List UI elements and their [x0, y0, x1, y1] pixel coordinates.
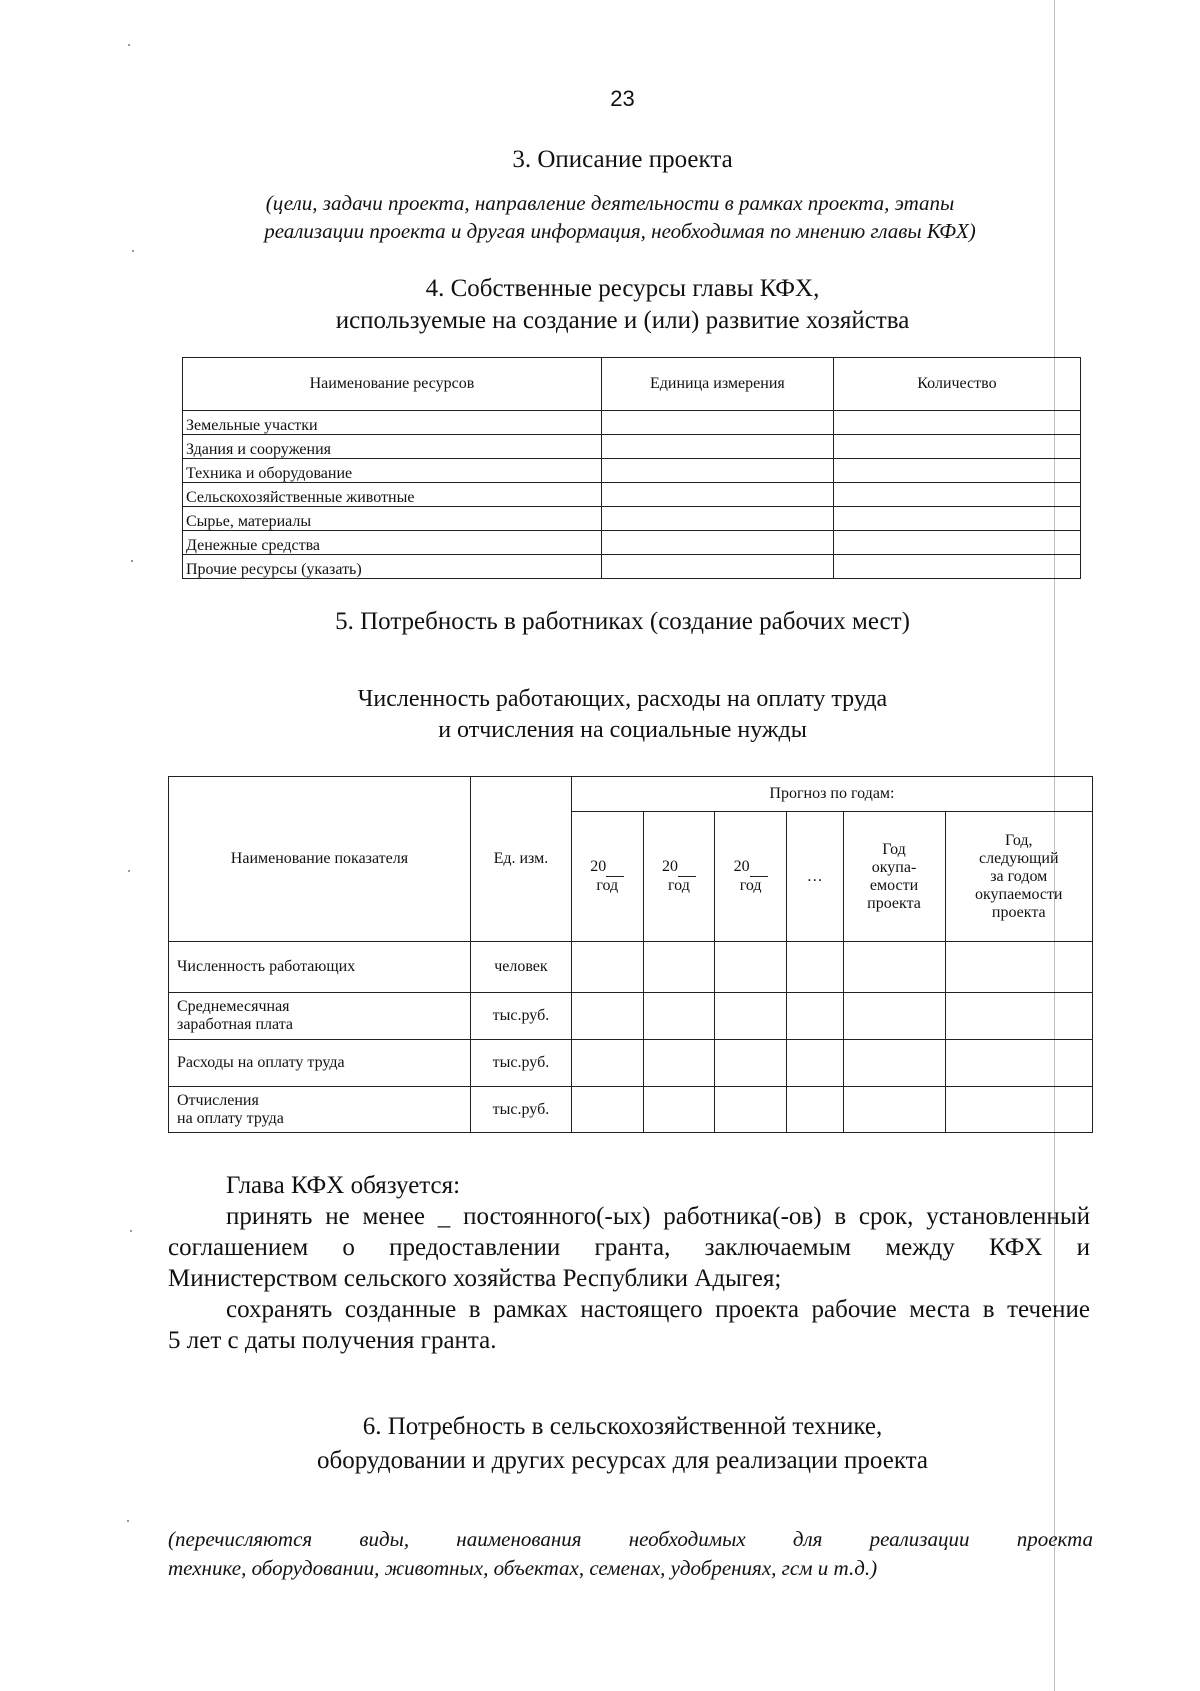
section6-title-line1: 6. Потребность в сельскохозяйственной технике, [362, 1413, 883, 1440]
resource-name: Земельные участки [183, 411, 602, 435]
empty-cell [833, 507, 1080, 531]
page-number: 23 [610, 86, 635, 111]
indicator-name: Расходы на оплату труда [169, 1040, 471, 1087]
own-resources-table [182, 357, 1081, 579]
resource-name: Здания и сооружения [183, 435, 602, 459]
table-header-row [169, 777, 1093, 812]
resource-name: Денежные средства [183, 531, 602, 555]
resource-name: Сырье, материалы [183, 507, 602, 531]
empty-cell [833, 459, 1080, 483]
scan-dust [128, 44, 130, 46]
section4-title-line2: используемые на создание и (или) развитие хозяйства [335, 307, 910, 334]
scan-dust [131, 560, 133, 562]
col-year-2: 20 год [643, 812, 715, 942]
empty-cell [601, 555, 833, 579]
resource-name: Сельскохозяйственные животные [183, 483, 602, 507]
table-row [183, 507, 1081, 531]
col-year-after-payback: Год, следующий за годом окупаемости проекта [945, 812, 1093, 942]
empty-cell [833, 555, 1080, 579]
empty-cell [601, 411, 833, 435]
section6-note-line2: технике, оборудовании, животных, объектах, семенах, удобрениях, гсм и т.д.) [168, 1556, 878, 1580]
empty-cell [601, 507, 833, 531]
section6-title-line2: оборудовании и других ресурсах для реализации проекта [317, 1447, 928, 1474]
col-quantity: Количество [833, 358, 1080, 411]
table-row [183, 411, 1081, 435]
table-row [169, 1040, 1093, 1087]
table-row [183, 459, 1081, 483]
section3-title: 3. Описание проекта [512, 146, 733, 173]
scan-dust [128, 870, 130, 872]
obligation-1-line1: принять не менее _ постоянного(-ых) работника(-ов) в срок, установленный [226, 1203, 1090, 1230]
empty-cell [601, 435, 833, 459]
empty-cell [833, 531, 1080, 555]
empty-cell [601, 483, 833, 507]
empty-cell [833, 411, 1080, 435]
indicator-name: Численность работающих [169, 942, 471, 993]
workforce-table [168, 776, 1093, 1133]
section5-title: 5. Потребность в работниках (создание рабочих мест) [335, 608, 910, 635]
obligation-1-line3: Министерством сельского хозяйства Республики Адыгея; [168, 1265, 782, 1292]
col-year-1: 20 год [571, 812, 643, 942]
indicator-name: Отчисления на оплату труда [169, 1087, 471, 1133]
col-indicator: Наименование показателя [169, 777, 471, 942]
obligation-2-line1: сохранять созданные в рамках настоящего проекта рабочие места в течение [226, 1296, 1090, 1323]
col-payback-year: Год окупа- емости проекта [843, 812, 945, 942]
obligations-intro: Глава КФХ обязуется: [226, 1172, 461, 1199]
indicator-unit: человек [470, 942, 571, 993]
table-row [183, 555, 1081, 579]
col-unit: Ед. изм. [470, 777, 571, 942]
resource-name: Прочие ресурсы (указать) [183, 555, 602, 579]
empty-cell [601, 531, 833, 555]
resource-name: Техника и оборудование [183, 459, 602, 483]
obligation-2-line2: 5 лет с даты получения гранта. [168, 1327, 497, 1354]
section3-note-line1: (цели, задачи проекта, направление деятельности в рамках проекта, этапы [265, 191, 955, 215]
empty-cell [833, 435, 1080, 459]
table-row [169, 1087, 1093, 1133]
col-forecast: Прогноз по годам: [571, 777, 1092, 812]
scan-dust [127, 1520, 129, 1522]
section3-note-line2: реализации проекта и другая информация, необходимая по мнению главы КФХ) [264, 219, 976, 243]
indicator-unit: тыс.руб. [470, 1040, 571, 1087]
indicator-name: Среднемесячная заработная плата [169, 993, 471, 1040]
scan-dust [132, 250, 134, 252]
table-row [169, 942, 1093, 993]
col-year-3: 20 год [715, 812, 787, 942]
section4-title-line1: 4. Собственные ресурсы главы КФХ, [425, 275, 820, 302]
empty-cell [833, 483, 1080, 507]
table-row [183, 435, 1081, 459]
table-row [183, 483, 1081, 507]
col-unit: Единица измерения [601, 358, 833, 411]
table-row [169, 993, 1093, 1040]
col-ellipsis: … [786, 812, 843, 942]
section6-note-line1: (перечисляются виды, наименования необходимых для реализации проекта [168, 1527, 1093, 1551]
empty-cell [601, 459, 833, 483]
indicator-unit: тыс.руб. [470, 1087, 571, 1133]
obligations-block [168, 1170, 1090, 1356]
section5-subtitle-line1: Численность работающих, расходы на оплату труда [357, 686, 888, 712]
table-row [183, 531, 1081, 555]
col-resource-name: Наименование ресурсов [183, 358, 602, 411]
section5-subtitle-line2: и отчисления на социальные нужды [438, 717, 807, 743]
obligation-1-line2: соглашением о предоставлении гранта, заключаемым между КФХ и [168, 1234, 1090, 1261]
table-header-row [183, 358, 1081, 411]
scan-dust [130, 1230, 132, 1232]
indicator-unit: тыс.руб. [470, 993, 571, 1040]
